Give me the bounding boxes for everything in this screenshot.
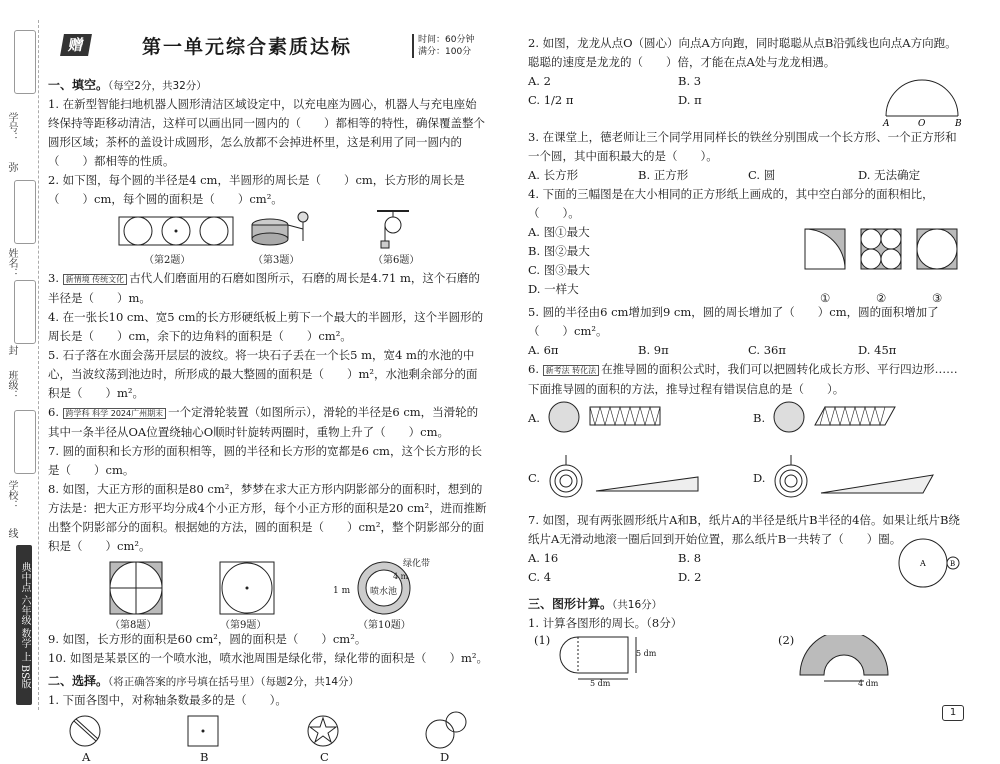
c3-option-d[interactable]: D. 无法确定 [858,168,921,182]
c3-option-a[interactable]: A. 长方形 [528,168,579,182]
figures-8-9-10 [48,556,488,630]
class-box[interactable] [14,280,36,344]
caption-q8: （第8题） [110,620,157,631]
page-header [62,32,498,60]
question-6: 6. 跨学科 科学 2024广州期末 一个定滑轮装置（如图所示），滑轮的半径是6 cm，当滑轮的其中一条半径从OA位置绕轴心O顺时针旋转两圈时，重物上升了（ ）cm。 [48,405,479,439]
c6-figure-c [548,451,718,503]
choice-3: 3. 在课堂上，德老师让三个同学用同样长的铁丝分别围成一个长方形、一个正方形和一个圆，其中面积最大的是（ ）。 [528,130,957,163]
c6-option-a[interactable]: A. [528,411,540,425]
choice-7-area [528,549,968,591]
section-3-title: 三、图形计算。（共16分） [528,597,663,611]
dim-5dm-width: 5 dm [590,679,611,688]
seal-char-3: 线 [6,528,17,538]
c6-option-c[interactable]: C. [528,471,541,485]
label-1m: 1 m [333,586,351,596]
c4-option-d[interactable]: D. 一样大 [528,282,579,296]
left-column [48,72,488,762]
c7-option-a[interactable]: A. 16 [528,551,559,565]
c6-option-d[interactable]: D. [753,471,766,485]
c6-figure-b [773,399,923,435]
c4-label-3: ③ [932,291,943,305]
student-id-box[interactable] [14,30,36,94]
figure-c4-squares [803,227,963,289]
caption-q3: （第3题） [253,255,300,266]
figure-q2-circles [118,215,238,249]
svg-text:A: A [883,119,890,126]
page-number: 1 [942,705,964,721]
name-label: 姓名： [6,248,17,278]
label-greenbelt: 绿化带 [403,559,431,569]
question-5: 5. 石子落在水面会荡开层层的波纹。将一块石子丢在一个长5 m，宽4 m的水池的中心，当波纹荡到池边时，所形成的最大整圆的面积是（ ）m²，水池剩余部分的面积是（ ）m²。 [48,348,478,400]
c2-option-b[interactable]: B. 3 [678,74,702,88]
svg-text:B: B [955,119,962,126]
c3-option-c[interactable]: C. 圆 [748,168,776,182]
question-8: 8. 如图，大正方形的面积是80 cm²，梦梦在求大正方形内阴影部分的面积时，想到的方法是：把大正方形平均分成4个小正方形，每个小正方形的面积是20 cm²，进而推断出整个阴影部分的面积。根据她的方法，圆的面积是（ ）cm²，整个阴影部分的面积是（ ）cm²。 [48,482,487,553]
label-fountain: 喷水池 [370,587,398,597]
choice-7: 7. 如图，现有两张圆形纸片A和B，纸片A的半径是纸片B半径的4倍。如果让纸片B绕纸片A无滑动地滚一圈后回到开始位置，那么纸片B一共转了（ ）圈。 [528,513,960,546]
question-9: 9. 如图，长方形的面积是60 cm²，圆的面积是（ ）cm²。 [48,632,367,646]
choice-6-area [528,399,968,511]
option-a-label[interactable]: A [82,750,91,764]
c4-option-a[interactable]: A. 图①最大 [528,225,590,239]
choice-4: 4. 下面的三幅图是在大小相同的正方形纸上画成的，其中空白部分的面积相比，（ ）。 [528,187,934,220]
tag-q6: 跨学科 科学 2024广州期末 [63,408,166,419]
label-4m: 4 m [393,572,409,581]
exam-info [412,34,474,58]
choice-5: 5. 圆的半径由6 cm增加到9 cm，圆的周长增加了（ ）cm，圆的面积增加了（ ）cm²。 [528,305,939,338]
svg-text:B: B [950,560,956,568]
figure-q6-pulley [373,209,413,251]
c7-option-c[interactable]: C. 4 [528,570,552,584]
question-7: 7. 圆的面积和长方形的面积相等，圆的半径和长方形的宽都是6 cm，这个长方形的长是（ ）cm。 [48,444,482,477]
choice-3-options [528,166,968,185]
seal-char-2: 封 [6,345,17,355]
figure-c7-discs [893,535,968,591]
c4-label-2: ② [876,291,887,305]
dim-4dm: 4 dm [858,679,879,688]
calc-1: 1. 计算各图形的周长。（8分） [528,616,683,630]
choice-2: 2. 如图，龙龙从点O（圆心）向点A方向跑，同时聪聪从点B沿弧线也向点A方向跑。聪聪的速度是龙龙的（ ）倍，才能在点A处与龙龙相遇。 [528,36,957,69]
student-id-label: 学号： [6,112,17,142]
c6-figure-d [773,451,943,503]
c2-option-c[interactable]: C. 1/2 π [528,93,574,107]
question-3: 3. 新情境 传统文化 古代人们磨面用的石磨如图所示，石磨的周长是4.71 m，这个石磨的半径是（ ）m。 [48,271,480,305]
school-box[interactable] [14,410,36,474]
right-column [528,34,968,693]
figure-q9-rect-circle [218,560,278,616]
c4-option-c[interactable]: C. 图③最大 [528,263,590,277]
c5-option-d[interactable]: D. 45π [858,343,897,357]
figures-2-3-6 [48,209,488,269]
choice-2-options [528,72,828,110]
section-1-title: 一、填空。（每空2分，共32分） [48,78,207,92]
svg-text:O: O [918,119,926,126]
c7-option-b[interactable]: B. 8 [678,551,702,565]
name-box[interactable] [14,180,36,244]
c7-option-d[interactable]: D. 2 [678,570,702,584]
calc-1b-figure [798,635,894,685]
tag-q3: 新情境 传统文化 [63,274,128,285]
calc-1a-label: (1) [534,633,551,647]
gift-badge: 赠 [60,34,92,56]
tag-c6: 新考法 转化法 [543,365,600,376]
option-d-figure [424,710,468,750]
choice-4-options [528,223,648,299]
binding-strip [0,0,44,735]
section-2-title: 二、选择。（将正确答案的序号填在括号里）（每题2分，共14分） [48,674,360,688]
choice-1-figures [48,710,488,762]
choice-4-area [528,223,968,303]
option-a-figure [68,714,102,748]
calc-1b-label: (2) [778,633,795,647]
caption-q2: （第2题） [144,255,191,266]
c5-option-b[interactable]: B. 9π [638,343,669,357]
choice-5-options [528,341,968,360]
full-score: 满分：100分 [418,47,472,57]
c4-option-b[interactable]: B. 图②最大 [528,244,590,258]
c6-figure-a [548,399,698,435]
c3-option-b[interactable]: B. 正方形 [638,168,689,182]
c2-option-d[interactable]: D. π [678,93,702,107]
figure-c2-semicircle [878,72,964,126]
figure-q8-square [108,560,166,616]
choice-1: 1. 下面各图中，对称轴条数最多的是（ ）。 [48,693,287,707]
question-4: 4. 在一张长10 cm、宽5 cm的长方形硬纸板上剪下一个最大的半圆形，这个半圆形的周长是（ ）cm，余下的边角料的面积是（ ）cm²。 [48,310,484,343]
brand-label: 典中点 六年级 数学 上 BS版 [16,545,32,705]
option-c-figure [306,714,340,748]
option-b-figure [186,714,220,748]
c6-option-b[interactable]: B. [753,411,766,425]
cut-line [38,20,39,710]
question-1: 1. 在新型智能扫地机器人圆形清洁区域设定中，以充电座为圆心，机器人与充电座始终保持等距移动清洁，这样可以画出同一圆内的（ ）都相等的特性，确保覆盖整个圆形区域；茶杯的盖设计成圆形，怎么放都不会掉进杯里，这是利用了同一圆内的（ ）都相等的性质。 [48,97,485,168]
c5-option-a[interactable]: A. 6π [528,343,559,357]
choice-6: 6. 新考法 转化法 在推导圆的面积公式时，我们可以把圆转化成长方形、平行四边形……下面推导圆的面积的方法，推导过程有错误信息的是（ ）。 [528,362,958,396]
question-10: 10. 如图是某景区的一个喷水池，喷水池周围是绿化带，绿化带的面积是（ ）m²。 [48,651,488,665]
option-c-label[interactable]: C [320,750,329,764]
c4-label-1: ① [820,291,831,305]
question-2: 2. 如下图，每个圆的半径是4 cm，半圆形的周长是（ ）cm，长方形的周长是（ ）cm，每个圆的面积是（ ）cm²。 [48,173,465,206]
page-title: 第一单元综合素质达标 [142,36,353,58]
dim-5dm-height: 5 dm [636,649,657,658]
svg-text:A: A [920,559,926,568]
c5-option-c[interactable]: C. 36π [748,343,786,357]
option-d-label[interactable]: D [440,750,450,764]
caption-q6: （第6题） [373,255,420,266]
time-limit: 时间：60分钟 [418,35,475,45]
c2-option-a[interactable]: A. 2 [528,74,551,88]
seal-char-1: 弥 [6,162,17,172]
class-label: 班级： [6,370,17,400]
calc-1a-figure [558,635,648,685]
school-label: 学校： [6,480,17,510]
caption-q10: （第10题） [358,620,411,631]
figure-q3-millstone [248,209,318,249]
choice-7-options [528,549,828,587]
caption-q9: （第9题） [220,620,267,631]
calc-1-figures [528,633,968,693]
choice-2-area [528,72,968,128]
option-b-label[interactable]: B [200,750,209,764]
